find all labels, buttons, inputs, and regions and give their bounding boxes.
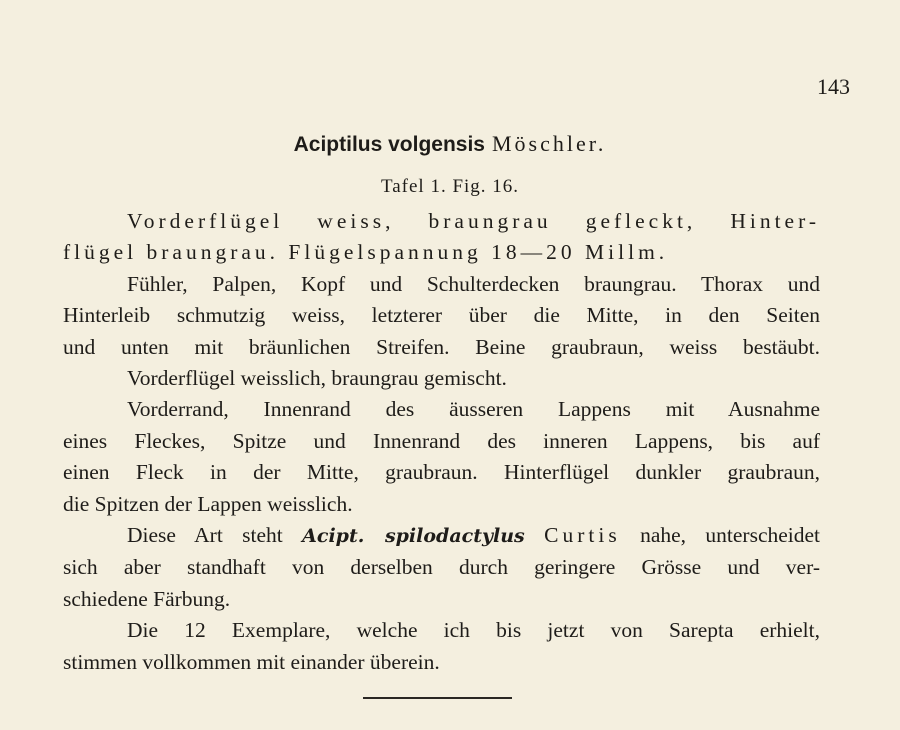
paragraph-2 [63,269,820,363]
text-line: flügel braungrau. Flügelspannung 18—20 Millm. [63,240,669,265]
text-line: einen Fleck in der Mitte, graubraun. Hinterflügel dunkler graubraun, [63,460,820,485]
text-fragment: Diese Art steht [127,523,283,548]
text-line: Die 12 Exemplare, welche ich bis jetzt von Sarepta erhielt, [127,618,820,643]
paragraph-3 [63,363,820,394]
text-line: Vorderflügel weiss, braungrau gefleckt, Hinter- [127,209,820,233]
plate-reference: Tafel 1. Fig. 16. [380,176,520,197]
text-line: eines Fleckes, Spitze und Innenrand des inneren Lappens, bis auf [63,428,820,453]
page-number: 143 [817,74,850,99]
text-line: schiedene Färbung. [63,586,231,611]
text-line [63,520,820,552]
text-line: Hinterleib schmutzig weiss, letzterer über die Mitte, in den Seiten [63,303,820,328]
footer-rule [363,697,512,699]
text-line: sich aber standhaft von derselben durch geringere Grösse und ver- [63,555,820,580]
text-line: stimmen vollkommen mit einander überein. [63,649,440,674]
species-name: Aciptilus volgensis [293,133,485,156]
author-spaced: Curtis [544,523,621,548]
paragraph-4 [63,394,820,520]
body-text [63,206,820,678]
text-line: Fühler, Palpen, Kopf und Schulterdecken braungrau. Thorax und [127,271,820,296]
text-line: Vorderrand, Innenrand des äusseren Lappens mit Ausnahme [127,397,820,422]
species-heading [0,130,900,159]
species-author: Möschler. [492,131,607,156]
paragraph-1 [63,206,820,269]
text-line: und unten mit bräunlichen Streifen. Beine graubraun, weiss bestäubt. [63,334,820,359]
text-line: die Spitzen der Lappen weisslich. [63,491,353,516]
text-fragment: nahe, unterscheidet [640,523,821,548]
text-line: Vorderflügel weisslich, braungrau gemischt. [127,366,507,391]
paragraph-5 [63,520,820,615]
species-reference-italic: Acipt. spilodactylus [302,525,525,548]
paragraph-6 [63,615,820,678]
